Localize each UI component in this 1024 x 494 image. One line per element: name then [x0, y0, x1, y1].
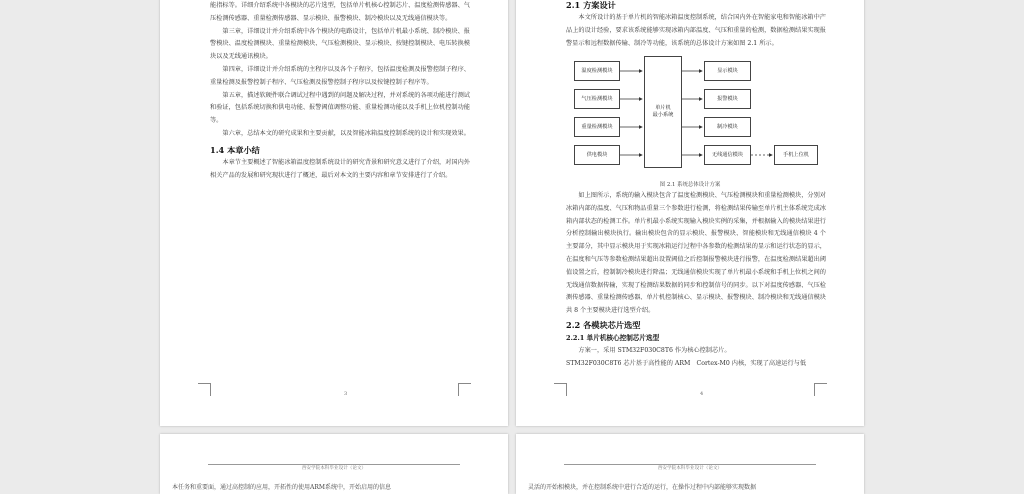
analysis-paragraph: 如上图所示，系统的输入模块包含了温度检测模块、气压检测模块和重量检测模块，分别对冰箱内部的温度、气压和物品重量三个参数进行检测，将检测结果传输至单片机主体系统完成冰箱内部状态的检测工作。单片机最小系统实现输入模块实例的采集，并根据输入的模块结果进行分析控制输出模块执行。输出模块包含的显示模块、报警模块、智能模块和无线通信模块 4 个主要部分，其中显示模块用于实现冰箱运行过程中各参数的检测结果的显示和运行状态的显示，在温度和气压等参数检测结果超出设置阈值之后控制报警模块进行报警，在温度检测结果超出阈值设置之后，控制制冷模块进行降温；无线通信模块实现了单片机最小系统和手机上位机之间的无线通信数据传输，实现了检测结果数据的同步和控制信号的同步。以下对温度传感器、气压检测传感器、重量检测传感器、单片机控制核心、显示模块、报警模块、制冷模块和无线通信模块共 8 个主要模块进行选型介绍。	[566, 192, 826, 315]
page6-first-line: 灵活的开始相模块，并在控制系统中进行合适的运行，在操作过程中内部能够实现数据	[528, 484, 757, 491]
weight-module-box: 重量检测模块	[574, 117, 620, 137]
scheme-paragraph: 方案一，采用 STM32F030C8T6 作为核心控制芯片。	[578, 346, 731, 354]
cooling-module-box: 制冷模块	[704, 117, 751, 137]
alarm-module-box: 报警模块	[704, 89, 751, 109]
section-heading: 2.2 各模块芯片选型	[566, 319, 641, 330]
section-heading: 2.1 方案设计	[566, 0, 616, 10]
page3-paragraph: 能指标等。详细介绍系统中各模块的芯片选型，包括单片机核心控制芯片、温度检测传感器、气压检测传感器、重量检测传感器、显示模块、报警模块、制冷模块以及无线通信模块等。	[210, 2, 470, 22]
page5-first-line: 本任务和重要面，通过高控制的应用，开拓性的使用ARM系统中，开始启用的信息	[172, 484, 391, 491]
crop-mark	[554, 383, 567, 396]
chip-paragraph: STM32F030C8T6 芯片基于高性能的 ARM Cortex-M0 内核，实现了高速运行与低	[566, 359, 807, 367]
page-number: 3	[344, 391, 348, 397]
section-heading: 1.4 本章小结	[210, 144, 260, 155]
figure-caption: 图 2.1 系统总体设计方案	[659, 182, 721, 188]
display-module-box: 显示模块	[704, 61, 751, 81]
page3-body	[210, 0, 470, 182]
power-module-box: 供电模块	[574, 145, 620, 165]
crop-mark	[198, 383, 211, 396]
section-summary: 本章节主要概述了智能冰箱温度控制系统设计的研究背景和研究意义进行了介绍，对国内外相关产品的发展和研究现状进行了概述，最后对本文的主要内容和章节安排进行了介绍。	[210, 158, 470, 179]
system-block-diagram	[574, 56, 818, 168]
crop-mark	[814, 383, 827, 396]
document-page-6	[516, 434, 864, 494]
intro-paragraph: 本文所设计的基于单片机的智能冰箱温度控制系统，结合国内外在智能家电和智能冰箱中产品上的设计经验，要求该系统能够实现冰箱内部温度、气压和重量的检测，数据检测结果实现报警显示和远程数据传输、制冷等功能，该系统的总体设计方案如图 2.1 所示。	[566, 14, 826, 47]
page-header: 西安学院本科毕业设计（论文）	[301, 466, 367, 471]
document-page-3	[160, 0, 508, 426]
wireless-module-box: 无线通信模块	[704, 145, 751, 165]
page3-paragraph: 第六章，总结本文的研究成果和主要贡献，以及智能冰箱温度控制系统的设计和实现效果。	[222, 129, 470, 137]
phone-host-box: 手机上位机	[774, 145, 818, 165]
document-page-5	[160, 434, 508, 494]
temperature-module-box: 温度检测模块	[574, 61, 620, 81]
page4-bottom	[566, 190, 826, 371]
page-header: 西安学院本科毕业设计（论文）	[657, 466, 723, 471]
page4-top	[566, 0, 826, 50]
pressure-module-box: 气压检测模块	[574, 89, 620, 109]
document-page-4	[516, 0, 864, 426]
page3-paragraph: 第四章，详细设计并介绍系统的主程序以及各个子程序，包括温度检测及报警控制子程序、重量检测及报警控制子程序、气压检测及报警控制子程序以及按键控制子程序等。	[210, 65, 470, 86]
page-number: 4	[700, 391, 704, 397]
subsection-heading: 2.2.1 单片机核心控制芯片选型	[566, 333, 660, 342]
page3-paragraph: 第三章，详细设计并介绍系统中各个模块的电路设计，包括单片机最小系统、制冷模块、报警模块、温度检测模块、重量检测模块、气压检测模块、显示模块、按键控制模块、电压转换模块以及无线通讯模块。	[210, 27, 470, 61]
crop-mark	[458, 383, 471, 396]
page3-paragraph: 第五章，描述软硬件联合调试过程中遇到的问题及解决过程，并对系统的各项功能进行测试和验证，包括系统切换和供电功能、报警阈值调整功能、重量检测功能以及手机上位机控制功能等。	[210, 91, 470, 125]
mcu-core-box: 单片机 最小系统	[644, 56, 682, 168]
